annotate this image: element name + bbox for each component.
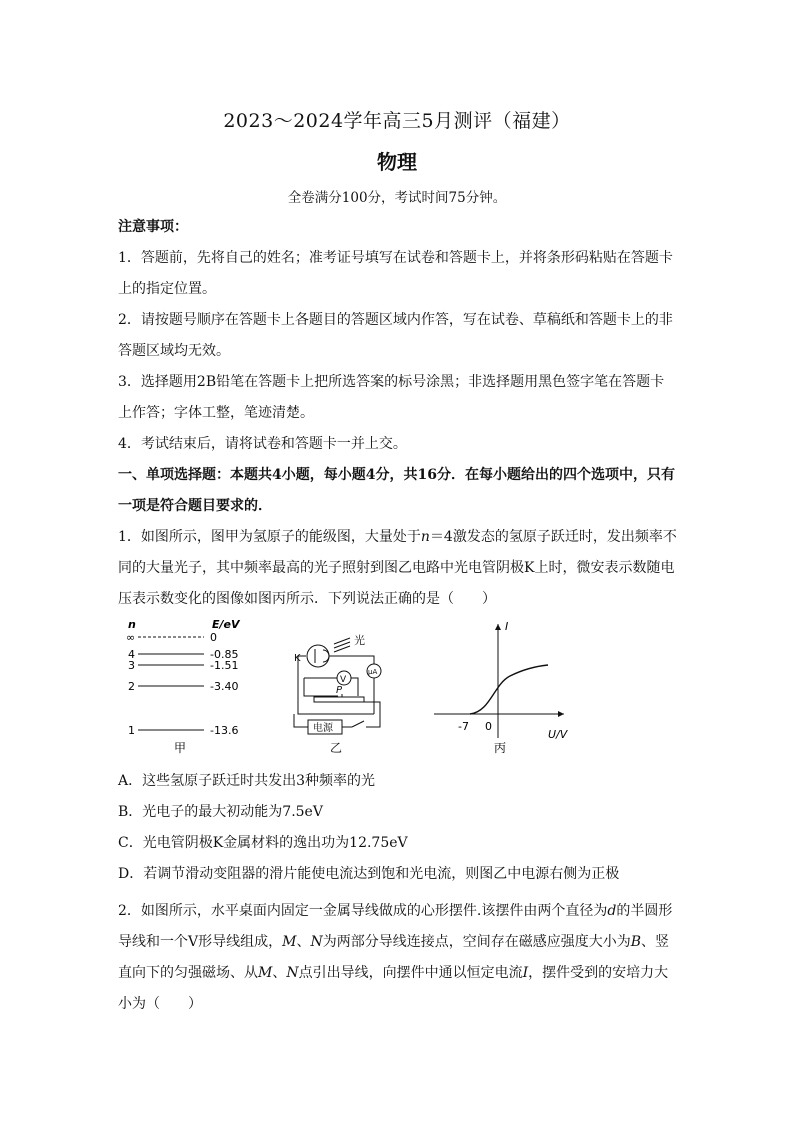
- yi-v-label: V: [340, 675, 347, 685]
- question-1-figures: [118, 614, 678, 762]
- source-left-wire: [294, 714, 308, 727]
- section-heading: 一、单项选择题：本题共4小题，每小题4分，共16分．在每小题给出的四个选项中，只有一项是符合题目要求的．: [118, 467, 675, 514]
- level-2-e: -3.40: [210, 680, 239, 693]
- q2-var-d: d: [607, 903, 617, 919]
- level-3-n: 3: [128, 659, 135, 672]
- level-3-e: -1.51: [210, 659, 239, 672]
- q2-var-m: M: [282, 934, 297, 950]
- exam-meta: 全卷满分100分，考试时间75分钟。: [287, 190, 507, 206]
- q2-var-n: N: [310, 934, 323, 950]
- note-2: 2．请按题号顺序在答题卡上各题目的答题区域内作答，写在试卷、草稿纸和答题卡上的非答题区域均无效。: [118, 312, 673, 359]
- subject-title: 物理: [377, 150, 417, 174]
- bing-u-label: U/V: [548, 728, 568, 741]
- bing-iu-curve: [470, 665, 548, 714]
- bing-caption: 丙: [494, 741, 507, 755]
- level-4-e: -0.85: [210, 648, 239, 661]
- bing-x-arrow: [558, 711, 564, 717]
- yi-caption: 乙: [330, 741, 343, 755]
- q2-text-2c: 、竖: [641, 934, 670, 950]
- q2-line-1: [118, 896, 678, 927]
- q1-option-a: A．这些氢原子跃迁时共发出3种频率的光: [118, 773, 376, 789]
- q2-text-3b: 点引出导线，向摆件中通以恒定电流: [298, 965, 523, 981]
- figure-bing-iu-graph: [434, 620, 569, 755]
- q2-sep-2: 、: [272, 965, 287, 981]
- jia-n-label: n: [128, 618, 136, 631]
- q2-var-b: B: [630, 934, 642, 950]
- bing-neg7-label: -7: [458, 720, 469, 733]
- circuit-top-right-wire: [329, 656, 374, 664]
- notes-heading: 注意事项：: [118, 219, 188, 235]
- q2-text-1b: 的半圆形: [616, 903, 673, 919]
- q2-text-3a: 直向下的匀强磁场、从: [118, 965, 258, 981]
- yi-light-label: 光: [354, 634, 365, 647]
- yi-source-label: 电源: [313, 723, 333, 734]
- figures-svg: [118, 614, 678, 762]
- yi-p-label: P: [336, 685, 343, 696]
- switch-icon: [352, 721, 364, 727]
- figure-yi-circuit: [294, 633, 381, 755]
- q2-text-1a: 2．如图所示，水平桌面内固定一金属导线做成的心形摆件.该摆件由两个直径为: [118, 903, 608, 919]
- jia-e-label: E/eV: [212, 618, 240, 631]
- q1-stem-n: n: [420, 529, 430, 545]
- q1-option-b: B．光电子的最大初动能为7.5eV: [118, 804, 323, 820]
- q1-option-d: D．若调节滑动变阻器的滑片能使电流达到饱和光电流，则图乙中电源右侧为正极: [118, 866, 620, 882]
- q2-text-2a: 导线和一个V形导线组成，: [118, 934, 283, 950]
- level-2-n: 2: [128, 680, 135, 693]
- q1-stem-a: 1．如图所示，图甲为氢原子的能级图，大量处于: [118, 529, 421, 545]
- q2-var-i: I: [522, 965, 529, 981]
- q2-line-4: 小为（ ）: [118, 996, 202, 1012]
- q1-stem-b: ＝4激发态的氢原子跃迁时，发出频率不同的大量光子，其中频率最高的光子照射到图乙电路中光电管阴极K上时，微安表示数随电压表示数变化的图像如图丙所示．下列说法正确的是（ ）: [118, 529, 677, 607]
- level-1-e: -13.6: [210, 724, 239, 737]
- question-1-stem: [118, 522, 678, 615]
- figure-jia-energy-levels: [126, 618, 241, 755]
- voltmeter-wire-b: [351, 678, 358, 696]
- q2-line-3: [118, 958, 678, 989]
- q2-var-n-2: N: [286, 965, 299, 981]
- q1-option-c: C．光电管阴极K金属材料的逸出功为12.75eV: [118, 835, 408, 851]
- note-3: 3．选择题用2B铅笔在答题卡上把所选答案的标号涂黑；非选择题用黑色签字笔在答题卡上作答；字体工整，笔迹清楚。: [118, 374, 665, 421]
- phototube-icon: [307, 645, 329, 667]
- level-inf-n: ∞: [126, 631, 136, 644]
- page-title: 2023～2024学年高三5月测评（福建）: [223, 110, 571, 132]
- bing-zero-label: 0: [485, 720, 492, 733]
- bing-i-label: I: [505, 620, 509, 633]
- q2-var-m-2: M: [258, 965, 273, 981]
- question-2-stem: [118, 896, 678, 1020]
- level-1-n: 1: [128, 724, 135, 737]
- yi-ua-label: μA: [368, 668, 378, 676]
- q2-text-2b: 为两部分导线连接点，空间存在磁感应强度大小为: [322, 934, 631, 950]
- q2-text-3c: ，摆件受到的安培力大: [528, 965, 669, 981]
- bing-y-arrow: [495, 624, 501, 630]
- jia-caption: 甲: [174, 741, 187, 755]
- level-4-n: 4: [128, 648, 135, 661]
- note-1: 1．答题前，先将自己的姓名；准考证号填写在试卷和答题卡上，并将条形码粘贴在答题卡上的指定位置。: [118, 250, 673, 297]
- yi-k-label: K: [294, 653, 301, 664]
- level-inf-e: 0: [210, 631, 217, 644]
- note-4: 4．考试结束后，请将试卷和答题卡一并上交。: [118, 436, 407, 452]
- voltmeter-left-wire: [304, 678, 338, 696]
- rheostat-icon: [314, 697, 364, 702]
- q2-sep-1: 、: [296, 934, 311, 950]
- q2-line-2: [118, 927, 678, 958]
